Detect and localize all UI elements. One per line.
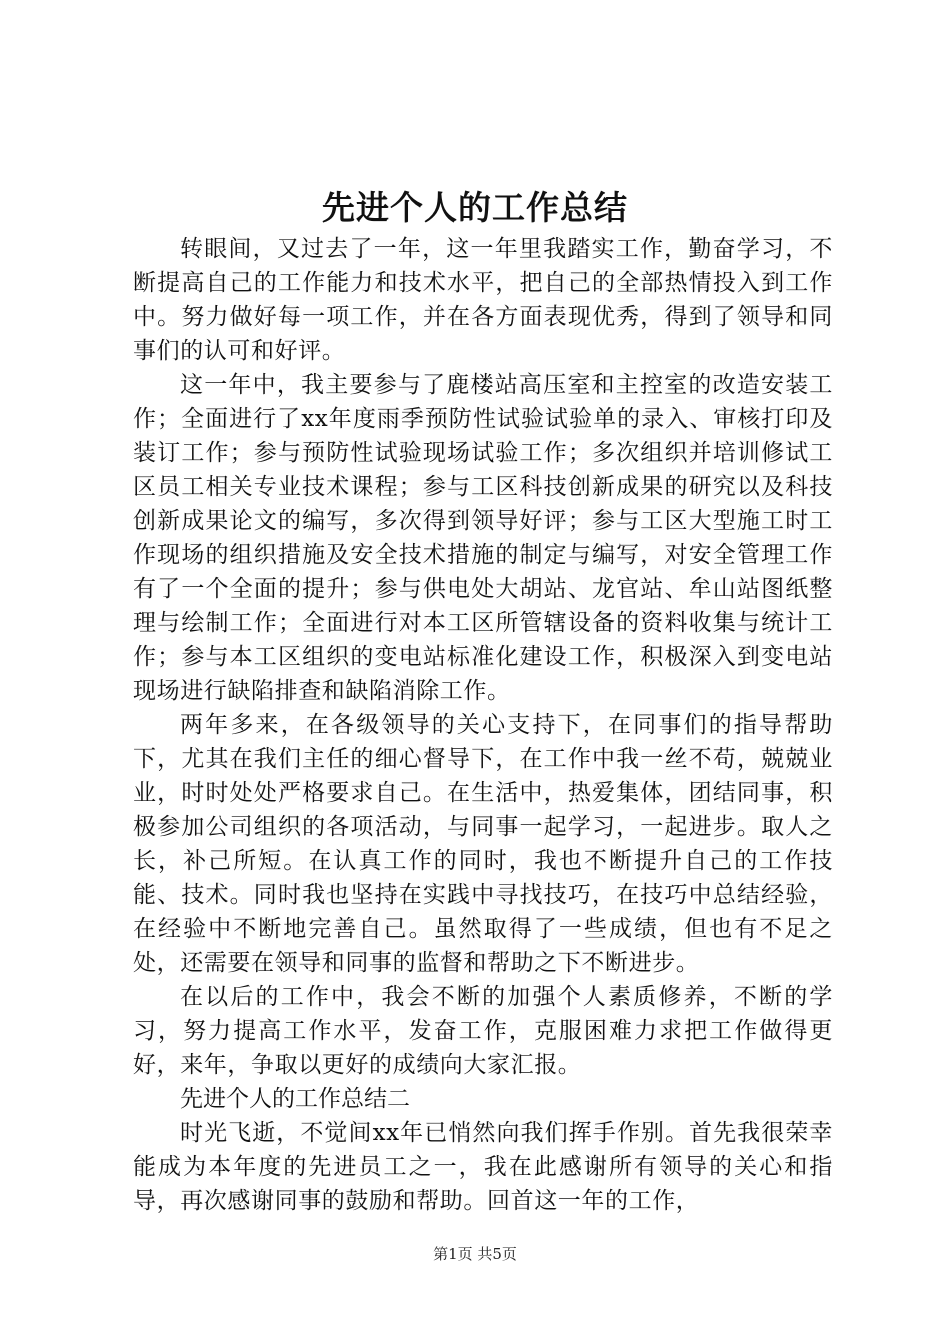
document-title: 先进个人的工作总结 xyxy=(322,188,628,227)
document-body xyxy=(133,232,833,1218)
paragraph-2: 这一年中，我主要参与了鹿楼站高压室和主控室的改造安装工作；全面进行了xx年度雨季预防性试验试验单的录入、审核打印及装订工作；参与预防性试验现场试验工作；多次组织并培训修试工区员工相关专业技术课程；参与工区科技创新成果的研究以及科技创新成果论文的编写，多次得到领导好评；参与工区大型施工时工作现场的组织措施及安全技术措施的制定与编写，对安全管理工作有了一个全面的提升；参与供电处大胡站、龙官站、牟山站图纸整理与绘制工作；全面进行对本工区所管辖设备的资料收集与统计工作；参与本工区组织的变电站标准化建设工作，积极深入到变电站现场进行缺陷排查和缺陷消除工作。 xyxy=(133,372,833,704)
section-subheading: 先进个人的工作总结二 xyxy=(180,1086,410,1112)
paragraph-5: 时光飞逝，不觉间xx年已悄然向我们挥手作别。首先我很荣幸能成为本年度的先进员工之一，我在此感谢所有领导的关心和指导，再次感谢同事的鼓励和帮助。回首这一年的工作， xyxy=(133,1120,833,1214)
paragraph-1: 转眼间，又过去了一年，这一年里我踏实工作，勤奋学习，不断提高自己的工作能力和技术水平，把自己的全部热情投入到工作中。努力做好每一项工作，并在各方面表现优秀，得到了领导和同事们的认可和好评。 xyxy=(133,236,833,364)
page-number-footer: 第1页 共5页 xyxy=(433,1245,517,1263)
paragraph-4: 在以后的工作中，我会不断的加强个人素质修养，不断的学习，努力提高工作水平，发奋工作，克服困难力求把工作做得更好，来年，争取以更好的成绩向大家汇报。 xyxy=(133,984,833,1078)
paragraph-3: 两年多来，在各级领导的关心支持下，在同事们的指导帮助下，尤其在我们主任的细心督导下，在工作中我一丝不苟，兢兢业业，时时处处严格要求自己。在生活中，热爱集体，团结同事，积极参加公司组织的各项活动，与同事一起学习，一起进步。取人之长，补己所短。在认真工作的同时，我也不断提升自己的工作技能、技术。同时我也坚持在实践中寻找技巧，在技巧中总结经验，在经验中不断地完善自己。虽然取得了一些成绩，但也有不足之处，还需要在领导和同事的监督和帮助之下不断进步。 xyxy=(133,712,833,976)
